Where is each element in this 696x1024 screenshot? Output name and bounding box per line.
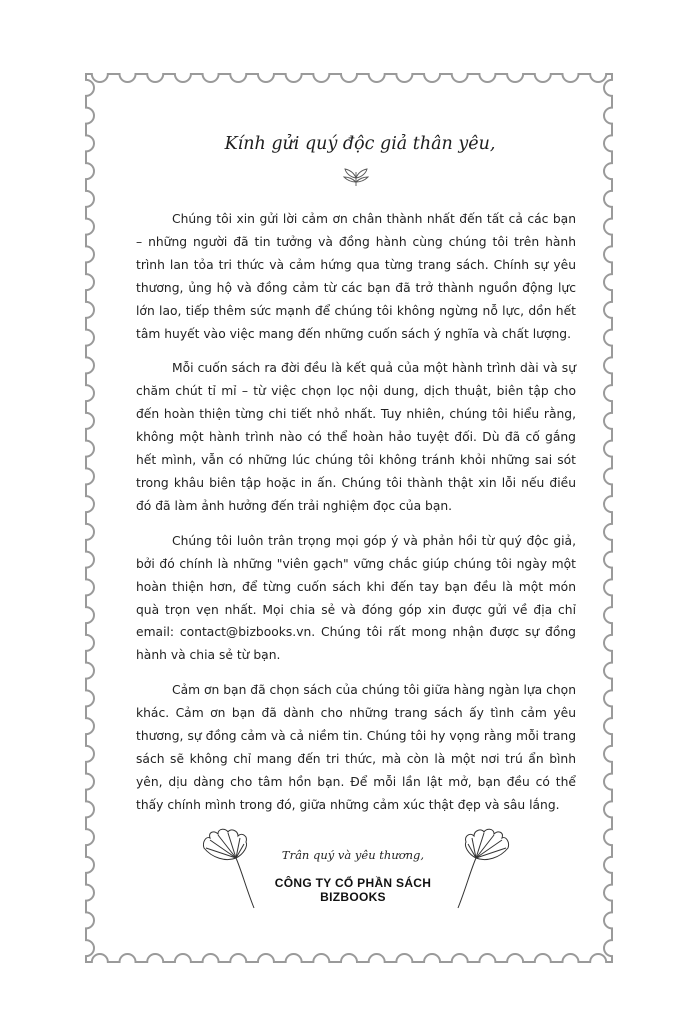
- paragraph: Chúng tôi luôn trân trọng mọi góp ý và phản hồi từ quý độc giả, bởi đó chính là những "viên gạch" vững chắc giúp chúng tôi ngày một hoàn thiện hơn, để từng cuốn sách khi đến tay bạn đều là một món quà trọn vẹn nhất. Mọi chia sẻ và đóng góp xin được gửi về địa chỉ email: contact@bizbooks.vn. Chúng tôi rất mong nhận được sự đồng hành và chia sẻ từ bạn.: [136, 533, 576, 663]
- paragraph: Mỗi cuốn sách ra đời đều là kết quả của một hành trình dài và sự chăm chút tỉ mỉ – từ việc chọn lọc nội dung, dịch thuật, biên tập cho đến hoàn thiện từng chi tiết nhỏ nhất. Tuy nhiên, chúng tôi hiểu rằng, không một hành trình nào có thể hoàn hảo tuyệt đối. Dù đã cố gắng hết mình, vẫn có những lúc chúng tôi không tránh khỏi những sai sót trong khâu biên tập hoặc in ấn. Chúng tôi thành thật xin lỗi nếu điều đó đã làm ảnh hưởng đến trải nghiệm đọc của bạn.: [136, 361, 576, 513]
- paragraph: Cảm ơn bạn đã chọn sách của chúng tôi giữa hàng ngàn lựa chọn khác. Cảm ơn bạn đã dành cho những trang sách ấy tình cảm yêu thương, sự đồng cảm và cả niềm tin. Chúng tôi hy vọng rằng mỗi trang sách sẽ không chỉ mang đến tri thức, mà còn là một nơi trú ẩn bình yên, dịu dàng cho tâm hồn bạn. Để mỗi lần lật mở, bạn đều có thể thấy chính mình trong đó, giữa những cảm xúc thật đẹp và sâu lắng.: [136, 683, 576, 812]
- signature-text: [262, 848, 444, 904]
- signature-block: [0, 826, 696, 926]
- ginkgo-leaf-icon: [444, 828, 516, 910]
- sprig-ornament-icon: [336, 166, 376, 188]
- greeting-heading: Kính gửi quý độc giả thân yêu,: [224, 134, 496, 154]
- paragraph: Chúng tôi xin gửi lời cảm ơn chân thành nhất đến tất cả các bạn – những người đã tin tưởng và đồng hành cùng chúng tôi trên hành trình lan tỏa tri thức và cảm hứng qua từng trang sách. Chính sự yêu thương, ủng hộ và đồng cảm từ các bạn đã trở thành nguồn động lực lớn lao, tiếp thêm sức mạnh để chúng tôi không ngừng nỗ lực, dồn hết tâm huyết vào việc mang đến những cuốn sách ý nghĩa và chất lượng.: [136, 212, 576, 341]
- letter-content: [136, 120, 576, 829]
- closing-line: Trân quý và yêu thương,: [281, 848, 425, 862]
- company-name: CÔNG TY CỔ PHẦN SÁCH BIZBOOKS: [274, 876, 432, 904]
- ginkgo-leaf-icon: [196, 828, 268, 910]
- letter-body: [136, 208, 576, 817]
